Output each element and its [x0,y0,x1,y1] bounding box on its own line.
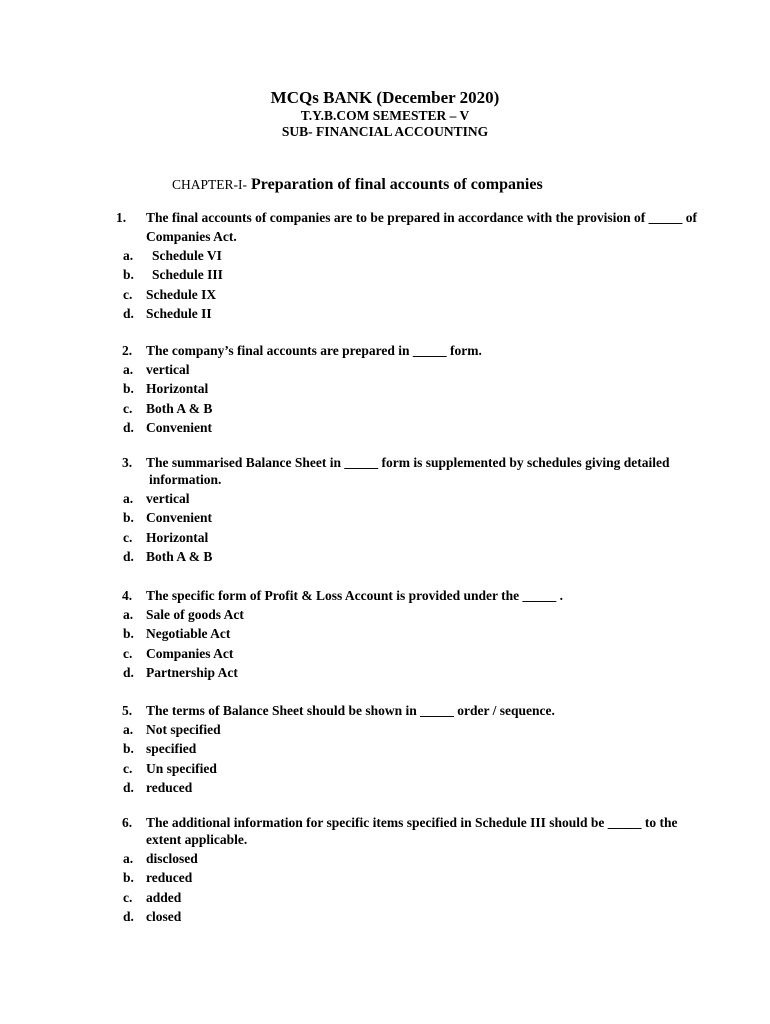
option-item [0,285,770,304]
question-text: The summarised Balance Sheet in _____ form is supplemented by schedules giving detailed [146,455,670,470]
option-letter: c. [123,529,133,545]
question-3 [0,454,770,566]
option-text: reduced [146,779,193,795]
option-item [0,888,770,907]
question-number: 2. [122,343,133,358]
option-text: Partnership Act [146,664,238,680]
option-text: Schedule IX [146,286,217,302]
option-item [0,907,770,926]
option-item [0,265,770,284]
option-item [0,624,770,643]
option-item [0,399,770,418]
question-5 [0,701,770,797]
option-text: added [146,889,182,905]
option-text: Horizontal [146,381,209,397]
option-letter: d. [123,305,134,321]
question-text: The final accounts of companies are to be prepared in accordance with the provision of _____ of [146,210,697,225]
option-text: Not specified [146,722,221,737]
option-letter: c. [123,889,133,905]
option-text: Negotiable Act [146,626,231,642]
option-letter: b. [123,510,134,526]
chapter-prefix: CHAPTER-I- [172,177,247,192]
option-text: Sale of goods Act [146,607,244,622]
chapter-heading [172,176,543,194]
option-letter: d. [123,908,134,924]
option-item [0,304,770,323]
option-text: reduced [146,870,193,886]
question-1 [0,208,770,323]
question-number: 6. [122,815,133,830]
question-number: 1. [116,210,127,225]
option-letter: a. [123,607,134,622]
option-text: vertical [146,491,190,506]
question-text-continued: Companies Act. [146,229,237,244]
option-text: Schedule II [146,305,212,321]
option-letter: a. [123,362,134,377]
option-text: vertical [146,362,190,377]
option-text: Schedule III [152,267,223,283]
option-text: Un specified [146,760,217,776]
option-item [0,379,770,398]
option-item [0,778,770,797]
option-letter: d. [123,419,134,435]
question-number: 5. [122,703,133,718]
question-text: The specific form of Profit & Loss Account is provided under the _____ . [146,588,563,603]
option-letter: b. [123,870,134,886]
question-number: 4. [122,588,133,603]
question-text: The additional information for specific items specified in Schedule III should be _____ to the [146,815,678,830]
option-letter: b. [123,267,134,283]
option-item [0,246,770,265]
option-text: disclosed [146,851,198,866]
option-item [0,489,770,508]
subject-subtitle: SUB- FINANCIAL ACCOUNTING [281,124,489,139]
question-text-continued: extent applicable. [146,832,248,847]
option-text: Companies Act [146,645,234,661]
chapter-title: Preparation of final accounts of companies [251,176,543,193]
option-text: closed [146,908,182,924]
option-letter: c. [123,400,133,416]
option-item [0,849,770,868]
option-text: Both A & B [146,548,213,564]
option-letter: a. [123,491,134,506]
option-text: Both A & B [146,400,213,416]
question-text: The company’s final accounts are prepared in _____ form. [146,343,482,358]
option-letter: b. [123,741,134,757]
option-letter: d. [123,548,134,564]
option-item [0,644,770,663]
option-item [0,720,770,739]
option-letter: c. [123,286,133,302]
option-item [0,360,770,379]
option-item [0,605,770,624]
option-item [0,547,770,566]
option-letter: a. [123,722,134,737]
option-letter: c. [123,645,133,661]
option-text: Horizontal [146,529,209,545]
semester-subtitle: T.Y.B.COM SEMESTER – V [300,108,470,123]
question-text-continued: information. [149,472,222,487]
question-6 [0,814,770,926]
option-letter: b. [123,381,134,397]
document-title: MCQs BANK (December 2020) [270,88,500,107]
option-item [0,418,770,437]
option-letter: d. [123,779,134,795]
question-4 [0,586,770,682]
option-text: specified [146,741,197,757]
option-item [0,663,770,682]
option-letter: c. [123,760,133,776]
option-item [0,868,770,887]
option-letter: a. [123,248,134,263]
option-letter: a. [123,851,134,866]
option-letter: d. [123,664,134,680]
question-number: 3. [122,455,133,470]
question-2 [0,341,770,437]
option-text: Convenient [146,510,213,526]
option-item [0,508,770,527]
question-text: The terms of Balance Sheet should be shown in _____ order / sequence. [146,703,555,718]
option-item [0,739,770,758]
option-item [0,759,770,778]
option-text: Schedule VI [152,248,222,263]
option-item [0,528,770,547]
option-letter: b. [123,626,134,642]
option-text: Convenient [146,419,213,435]
